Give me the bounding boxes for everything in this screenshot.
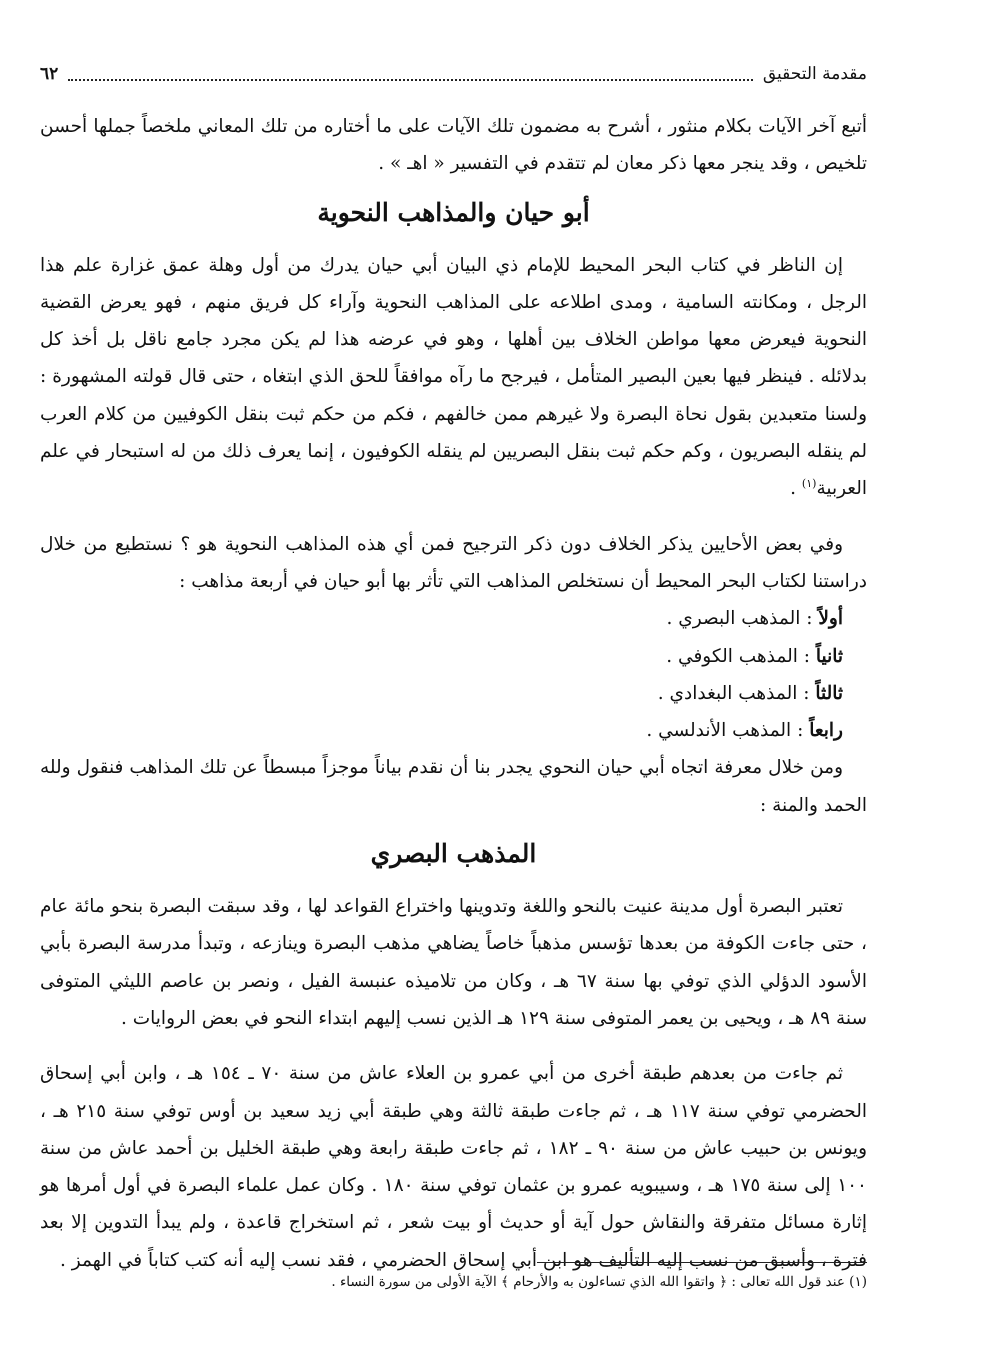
footnote-marker[interactable]: (١) [801, 477, 817, 491]
list-text: : المذهب البصري . [666, 608, 819, 630]
section-title-basri-school: المذهب البصري [370, 839, 537, 869]
list-text: : المذهب الأندلسي . [646, 720, 810, 742]
list-item [40, 712, 867, 749]
list-ordinal: ثالثاً [815, 682, 843, 704]
list-ordinal: رابعاً [809, 720, 843, 742]
paragraph-2 [40, 247, 867, 508]
paragraph-2-end: . [790, 478, 802, 500]
paragraph-4: ومن خلال معرفة اتجاه أبي حيان النحوي يجدر بنا أن نقدم بياناً موجزاً مبسطاً عن تلك المذاهب فنقول ولله الحمد والمنة : [40, 757, 867, 816]
list-text: : المذهب البغدادي . [657, 682, 816, 704]
footnote: (١) عند قول الله تعالى : ﴿ واتقوا الله الذي تساءلون به والأرحام ﴾ الآية الأولى من سورة النساء . [331, 1274, 867, 1290]
paragraph-5: تعتبر البصرة أول مدينة عنيت بالنحو واللغة وتدوينها واختراع القواعد لها ، وقد سبقت البصرة بنحو مائة عام ، حتى جاءت الكوفة من بعدها تؤسس مذهباً خاصاً يضاهي مذهب البصرة وينازعه ، وتبدأ مدرسة البصرة بأبي الأسود الدؤلي الذي توفي بها سنة ٦٧ هـ ، وكان من تلاميذه عنبسة الفيل ، ونصر بن عاصم الليثي المتوفى سنة ٨٩ هـ ، ويحيى بن يعمر المتوفى سنة ١٢٩ هـ الذين نسب إليهم ابتداء النحو في بعض الروايات . [40, 896, 868, 1029]
schools-list [40, 600, 867, 749]
running-header [40, 60, 867, 88]
paragraph-1: أتبع آخر الآيات بكلام منثور ، أشرح به مضمون تلك الآيات على ما أختاره من تلك المعاني ملخصاً جملها أحسن تلخيص ، وقد ينجر معها ذكر معان لم تتقدم في التفسير « اهـ » . [40, 116, 867, 175]
page-number: ٦٢ [40, 64, 59, 84]
list-item [40, 638, 867, 675]
list-text: : المذهب الكوفي . [666, 645, 816, 667]
list-item [40, 600, 867, 637]
paragraph-gap [40, 508, 867, 526]
list-item [40, 675, 867, 712]
section-title-abu-hayyan: أبو حيان والمذاهب النحوية [317, 197, 590, 227]
paragraph-3: وفي بعض الأحايين يذكر الخلاف دون ذكر الترجيح فمن أي هذه المذاهب النحوية هو ؟ نستطيع من خلال دراستنا لكتاب البحر المحيط أن نستخلص المذاهب التي تأثر بها أبو حيان في أربعة مذاهب : [40, 533, 867, 592]
list-ordinal: ثانياً [815, 645, 843, 667]
header-dotted-leader [68, 67, 753, 81]
header-title: مقدمة التحقيق [762, 64, 867, 84]
body-text [40, 108, 867, 1279]
footnote-separator [537, 1262, 867, 1263]
paragraph-2-text: إن الناظر في كتاب البحر المحيط للإمام ذي البيان أبي حيان يدرك من أول وهلة عمق غزارة علم هذا الرجل ، ومكانته السامية ، ومدى اطلاعه على المذاهب النحوية وآراء كل فريق منهم ، فهو يعرض القضية النحوية فيعرض معها مواطن الخلاف بين أهلها ، وهو في عرضه هذا لم يكن مجرد جامع ناقل بل أخذ كل بدلائله . فينظر فيها بعين البصير المتأمل ، فيرجح ما رآه موافقاً للحق الذي ابتغاه ، حتى قال قولته المشهورة : ولسنا متعبدين بقول نحاة البصرة ولا غيرهم ممن خالفهم ، فكم من حكم ثبت بنقل الكوفيين من كلام العرب لم ينقله البصريون ، وكم حكم ثبت بنقل البصريين لم ينقله الكوفيون ، إنما يعرف ذلك من له استبحار في علم العربية [40, 254, 867, 500]
paragraph-gap [40, 1037, 867, 1055]
paragraph-6: ثم جاءت من بعدهم طبقة أخرى من أبي عمرو بن العلاء عاش من سنة ٧٠ ـ ١٥٤ هـ ، وابن أبي إسحاق الحضرمي توفي سنة ١١٧ هـ ، ثم جاءت طبقة ثالثة وهي طبقة أبي زيد سعيد بن أوس توفي سنة ٢١٥ هـ ، ويونس بن حبيب عاش من سنة ٩٠ ـ ١٨٢ ، ثم جاءت طبقة رابعة وهي طبقة الخليل بن أحمد عاش من سنة ١٠٠ إلى سنة ١٧٥ هـ ، وسيبويه عمرو بن عثمان توفي سنة ١٨٠ . وكان عمل علماء البصرة في أول أمرها هو إثارة مسائل متفرقة والنقاش حول آية أو حديث أو بيت شعر ، ثم استخراج قاعدة ، ولم يبدأ التدوين إلا بعد فترة ، وأسبق من نسب إليه التأليف هو ابن أبي إسحاق الحضرمي ، فقد نسب إليه أنه كتب كتاباً في الهمز . [40, 1063, 868, 1271]
list-ordinal: أولاً [818, 608, 843, 630]
